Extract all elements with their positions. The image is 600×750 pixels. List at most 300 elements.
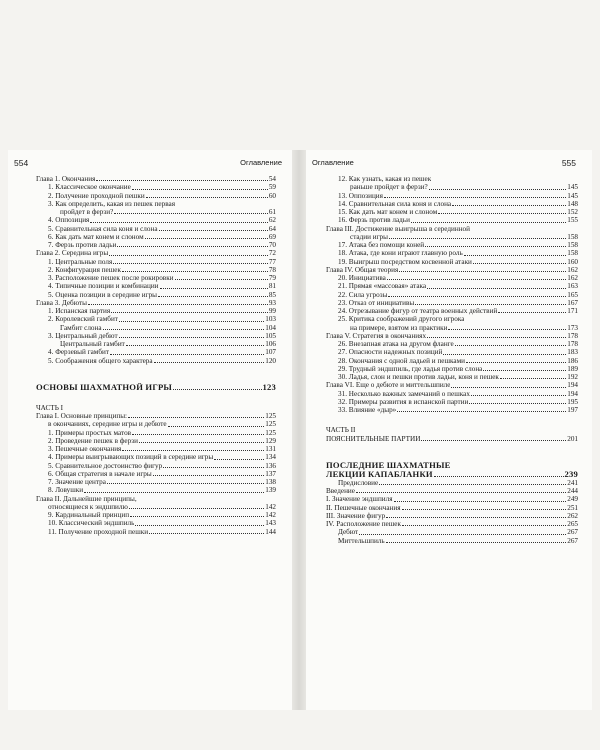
toc-entry-page: 201 — [567, 434, 578, 443]
toc-entry-title: 5. Сравнительная сила коня и слона — [48, 224, 158, 233]
toc-entry-title: Глава IV. Общая теория — [326, 265, 399, 274]
toc-entry-title: 5. Сравнительное достоинство фигур — [48, 461, 163, 470]
toc-entry — [326, 216, 578, 224]
toc-entry — [326, 340, 578, 348]
toc-entry — [36, 445, 276, 453]
spacer — [36, 392, 276, 404]
toc-entry-page: 77 — [268, 257, 276, 266]
toc-entry-title: Глава I. Основные принципы: — [36, 412, 128, 420]
dot-leader — [427, 288, 566, 289]
toc-entry-page: 136 — [265, 461, 276, 470]
toc-entry-title: 3. Расположение пешек после рокировки — [48, 274, 174, 282]
dot-leader — [132, 189, 268, 190]
dot-leader — [359, 534, 566, 535]
dot-leader — [158, 296, 268, 297]
toc-entry-page: 163 — [567, 282, 578, 291]
toc-entry — [36, 225, 276, 233]
dot-leader — [402, 525, 566, 526]
toc-entry — [36, 429, 276, 437]
toc-entry — [326, 208, 578, 216]
toc-entry-title: в окончаниях, середине игры и дебюте — [48, 420, 167, 429]
toc-entry — [36, 324, 276, 332]
toc-entry-title: 17. Атака без помощи коней — [338, 241, 425, 249]
toc-entry — [36, 437, 276, 445]
toc-entry — [36, 348, 276, 356]
dot-leader — [103, 329, 265, 330]
toc-entry-title: 7. Значение центра — [48, 478, 106, 486]
toc-entry-title: 1. Примеры простых матов — [48, 428, 132, 437]
toc-entry — [36, 486, 276, 494]
dot-leader — [427, 337, 566, 338]
toc-entry-title: Центральный гамбит — [60, 340, 125, 348]
toc-entry-title: II. Пешечные окончания — [326, 503, 401, 512]
toc-entry-title: 9. Кардинальный принцип — [48, 511, 130, 519]
toc-entry-page: 64 — [268, 224, 276, 233]
dot-leader — [122, 450, 264, 451]
dot-leader — [455, 345, 567, 346]
dot-leader — [389, 238, 566, 239]
dot-leader — [438, 213, 566, 214]
toc-entry-title: 11. Получение проходной пешки — [48, 527, 149, 536]
toc-entry — [36, 478, 276, 486]
toc-entry-page: 85 — [268, 290, 276, 299]
toc-entry-page: 244 — [567, 487, 578, 495]
toc-entry — [326, 315, 578, 323]
toc-entry — [326, 291, 578, 299]
toc-entry — [36, 299, 276, 307]
toc-entry — [326, 357, 578, 365]
dot-leader — [163, 467, 264, 468]
toc-entry-title: 6. Общая стратегия в начале игры — [48, 469, 152, 478]
dot-leader — [149, 533, 264, 534]
dot-leader — [153, 475, 265, 476]
toc-entry — [326, 233, 578, 241]
toc-entry-title: 5. Соображения общего характера — [48, 356, 153, 365]
dot-leader — [111, 312, 268, 313]
dot-leader — [388, 296, 566, 297]
toc-entry-title: ПОСЛЕДНИЕ ШАХМАТНЫЕ — [326, 460, 451, 470]
toc-entry-title: 21. Прямая «массовая» атака — [338, 282, 427, 291]
toc-entry-title: ОСНОВЫ ШАХМАТНОЙ ИГРЫ — [36, 382, 173, 392]
toc-entry-title: пройдет в ферзи? — [60, 208, 114, 216]
toc-entry-title: 31. Несколько важных замечаний о пешках — [338, 389, 470, 398]
dot-leader — [119, 337, 265, 338]
toc-entry-page: 134 — [265, 453, 276, 462]
dot-leader — [175, 279, 268, 280]
dot-leader — [452, 205, 566, 206]
toc-entry-page: 59 — [268, 183, 276, 192]
toc-entry — [326, 282, 578, 290]
toc-entry-title: 15. Как дать мат конем и слоном — [338, 208, 438, 216]
toc-entry-page: 129 — [265, 436, 276, 445]
toc-entry-title: относящиеся к эндшпилю — [48, 502, 128, 511]
page-number: 555 — [561, 158, 576, 168]
toc-entry-title: 33. Влияние «дыр» — [338, 406, 397, 414]
toc-entry-title: 14. Сравнительная сила коня и слона — [338, 199, 452, 208]
toc-entry-title: Введение — [326, 487, 355, 495]
toc-entry-page: 171 — [567, 307, 578, 315]
toc-entry-title: 3. Пешечные окончания — [48, 445, 122, 453]
dot-leader — [443, 354, 566, 355]
toc-entry — [36, 315, 276, 323]
toc-entry-page: 123 — [262, 381, 276, 392]
toc-entry-page: 79 — [268, 274, 276, 282]
toc-entry — [326, 504, 578, 512]
toc-entry — [36, 258, 276, 266]
toc-entry-title: ЧАСТЬ II — [326, 426, 356, 435]
toc-entry — [36, 274, 276, 282]
toc-entry — [36, 519, 276, 527]
toc-entry — [36, 307, 276, 315]
toc-entry-title: 1. Испанская партия — [48, 307, 111, 315]
dot-leader — [394, 501, 567, 502]
dot-leader — [356, 492, 566, 493]
dot-leader — [466, 362, 566, 363]
toc-entry-title: 12. Как узнать, какая из пешек — [338, 175, 432, 183]
dot-leader — [145, 238, 268, 239]
toc-entry-page: 239 — [564, 468, 578, 479]
dot-leader — [500, 378, 566, 379]
toc-entry-page: 144 — [265, 527, 276, 536]
toc-entry-title: 3. Центральный дебют — [48, 331, 118, 340]
right-page-header — [306, 150, 592, 170]
dot-leader — [110, 354, 264, 355]
toc-entry-title: 5. Оценка позиции в середине игры — [48, 290, 157, 299]
toc-entry — [36, 291, 276, 299]
dot-leader — [173, 389, 261, 390]
toc-entry — [36, 200, 276, 208]
toc-entry — [36, 175, 276, 183]
dot-leader — [160, 288, 268, 289]
toc-entry-page: 99 — [268, 307, 276, 315]
toc-entry — [36, 470, 276, 478]
dot-leader — [132, 434, 264, 435]
toc-entry — [36, 412, 276, 420]
toc-entry — [326, 373, 578, 381]
dot-leader — [386, 542, 567, 543]
toc-entry-title: 7. Ферзь против ладьи — [48, 241, 117, 249]
toc-section-heading — [36, 383, 276, 392]
toc-entry — [36, 340, 276, 348]
toc-entry-title: ПОЯСНИТЕЛЬНЫЕ ПАРТИИ — [326, 434, 421, 443]
toc-entry-page: 145 — [567, 191, 578, 200]
toc-entry-title: 4. Типичные позиции и комбинации — [48, 282, 159, 291]
toc-entry-title: 20. Инициатива — [338, 274, 386, 282]
toc-entry — [36, 495, 276, 503]
dot-leader — [109, 255, 268, 256]
toc-entry-title: стадии игры — [350, 232, 388, 241]
dot-leader — [425, 246, 566, 247]
toc-entry — [36, 453, 276, 461]
toc-entry-title: Глава 3. Дебюты — [36, 298, 87, 307]
dot-leader — [429, 189, 567, 190]
toc-entry — [36, 357, 276, 365]
toc-entry — [326, 175, 578, 183]
toc-entry-page: 173 — [567, 323, 578, 332]
dot-leader — [146, 197, 268, 198]
dot-leader — [464, 255, 566, 256]
toc-entry-page: 137 — [265, 469, 276, 478]
dot-leader — [471, 395, 566, 396]
toc-entry-page: 142 — [265, 511, 276, 519]
toc-entry — [326, 225, 578, 233]
toc-entry-title: 6. Как дать мат конем и слоном — [48, 232, 144, 241]
toc-entry — [326, 528, 578, 536]
toc-entry-page: 197 — [567, 406, 578, 414]
toc-entry-title: 29. Трудный эндшпиль, где ладья против слона — [338, 364, 483, 373]
toc-entry-title: 30. Ладья, слон и пешки против ладьи, коня и пешек — [338, 373, 499, 381]
toc-entry-page: 267 — [567, 536, 578, 545]
toc-entry-page: 241 — [567, 478, 578, 487]
toc-entry-title: 26. Внезапная атака на другом фланге — [338, 340, 454, 348]
toc-entry-title: 19. Выигрыш посредством косвенной атаки — [338, 257, 472, 266]
toc-entry — [36, 183, 276, 191]
toc-entry — [326, 390, 578, 398]
toc-entry-page: 249 — [567, 495, 578, 504]
toc-entry-title: 2. Проведение пешек в ферзи — [48, 436, 138, 445]
toc-entry-page: 251 — [567, 503, 578, 512]
toc-entry-title: Глава V. Стратегия в окончаниях — [326, 331, 427, 340]
dot-leader — [168, 426, 265, 427]
toc-entry-page: 194 — [567, 381, 578, 390]
toc-entry-page: 62 — [268, 216, 276, 225]
toc-entry-title: 4. Оппозиция — [48, 216, 90, 225]
toc-entry — [36, 404, 276, 412]
toc-entry-title: 3. Как определить, какая из пешек первая — [48, 199, 175, 208]
toc-entry-page: 54 — [268, 175, 276, 183]
toc-entry-title: 4. Ферзевый гамбит — [48, 348, 109, 357]
toc-entry — [326, 479, 578, 487]
toc-entry-title: Предисловие — [338, 478, 379, 487]
toc-entry-page: 93 — [268, 298, 276, 307]
right-page — [306, 150, 592, 710]
dot-leader — [451, 387, 566, 388]
toc-entry — [326, 487, 578, 495]
dot-leader — [483, 370, 566, 371]
toc-entry-page: 160 — [567, 257, 578, 266]
toc-entry — [326, 266, 578, 274]
toc-entry-title: 2. Королевский гамбит — [48, 315, 118, 324]
toc-entry — [326, 348, 578, 356]
toc-entry-title: 8. Ловушки — [48, 486, 84, 495]
toc-entry-title: Гамбит слона — [60, 323, 102, 332]
toc-entry — [36, 233, 276, 241]
toc-entry — [326, 200, 578, 208]
page-number: 554 — [14, 158, 29, 168]
toc-entry-page: 162 — [567, 265, 578, 274]
toc-entry-title: 32. Примеры развития в испанской партии — [338, 397, 469, 406]
toc-section-heading — [326, 461, 578, 470]
toc-entry-page: 162 — [567, 274, 578, 282]
toc-entry — [36, 266, 276, 274]
toc-entry — [326, 258, 578, 266]
toc-entry-page: 183 — [567, 348, 578, 357]
toc-entry-page: 125 — [265, 412, 276, 420]
running-title: Оглавление — [240, 158, 282, 167]
toc-entry-title: 23. Отказ от инициативы — [338, 298, 415, 307]
toc-entry-title: 13. Оппозиция — [338, 191, 383, 200]
dot-leader — [379, 484, 566, 485]
toc-entry — [326, 365, 578, 373]
toc-entry-page: 120 — [265, 356, 276, 365]
toc-entry — [326, 299, 578, 307]
spacer — [36, 365, 276, 383]
toc-entry — [326, 381, 578, 389]
toc-entry-page: 60 — [268, 191, 276, 200]
toc-entry-page: 148 — [567, 199, 578, 208]
dot-leader — [387, 279, 566, 280]
toc-entry-page: 262 — [567, 511, 578, 520]
toc-entry-title: 4. Примеры выигрывающих позиций в середине игры — [48, 453, 214, 462]
toc-entry-page: 178 — [567, 340, 578, 348]
toc-entry — [326, 192, 578, 200]
toc-entry-page: 106 — [265, 340, 276, 348]
toc-entry-title: раньше пройдет в ферзи? — [350, 183, 428, 192]
toc-entry — [326, 520, 578, 528]
toc-entry-title: 24. Отрезывание фигур от театра военных действий — [338, 307, 498, 315]
toc-entry — [36, 503, 276, 511]
toc-entry-page: 103 — [265, 315, 276, 324]
spacer — [326, 414, 578, 426]
dot-leader — [107, 483, 264, 484]
toc-entry — [326, 537, 578, 545]
toc-entry — [36, 332, 276, 340]
toc-entry — [326, 398, 578, 406]
table-of-contents-right — [326, 175, 578, 545]
toc-entry-title: Дебют — [338, 528, 359, 537]
toc-entry-page: 107 — [265, 348, 276, 357]
toc-entry-title: Глава III. Достижение выигрыша в серединной — [326, 224, 470, 233]
toc-entry-page: 186 — [567, 356, 578, 365]
toc-entry-title: ЛЕКЦИИ КАПАБЛАНКИ — [326, 469, 433, 479]
toc-entry-page: 155 — [567, 216, 578, 225]
toc-entry-title: Глава 2. Середина игры — [36, 249, 109, 258]
toc-entry-title: Глава VI. Еще о дебюте и миттельшпиле — [326, 381, 451, 390]
toc-entry-page: 142 — [265, 502, 276, 511]
toc-entry-title: Глава 1. Окончания — [36, 175, 96, 183]
toc-entry-page: 265 — [567, 520, 578, 528]
dot-leader — [397, 411, 566, 412]
toc-entry — [36, 511, 276, 519]
toc-entry — [36, 462, 276, 470]
book-gutter — [292, 150, 306, 710]
toc-entry-page: 158 — [567, 249, 578, 258]
toc-entry-title: 2. Получение проходной пешки — [48, 191, 145, 200]
dot-leader — [129, 508, 264, 509]
dot-leader — [159, 230, 268, 231]
dot-leader — [122, 271, 268, 272]
dot-leader — [135, 525, 264, 526]
running-title: Оглавление — [312, 158, 354, 167]
dot-leader — [498, 312, 566, 313]
toc-entry — [326, 332, 578, 340]
toc-entry-page: 194 — [567, 389, 578, 398]
toc-entry-title: IV. Расположение пешек — [326, 520, 401, 528]
dot-leader — [88, 304, 268, 305]
dot-leader — [96, 180, 267, 181]
dot-leader — [434, 476, 564, 477]
toc-entry — [326, 307, 578, 315]
toc-entry-page: 167 — [567, 298, 578, 307]
toc-entry — [326, 495, 578, 503]
toc-entry-page: 125 — [265, 428, 276, 437]
toc-entry-title: 18. Атака, где кони играют главную роль — [338, 249, 463, 258]
dot-leader — [113, 263, 268, 264]
toc-entry-title: 25. Критика соображений другого игрока — [338, 315, 465, 324]
toc-entry-title: 22. Сила угрозы — [338, 290, 388, 299]
toc-entry-title: ЧАСТЬ I — [36, 403, 64, 412]
dot-leader — [399, 271, 566, 272]
toc-entry-page: 267 — [567, 528, 578, 537]
toc-section-heading — [326, 470, 578, 479]
toc-entry-page: 125 — [265, 420, 276, 429]
toc-entry-title: 16. Ферзь против ладьи — [338, 216, 410, 225]
toc-entry-page: 195 — [567, 397, 578, 406]
toc-entry-page: 70 — [268, 241, 276, 249]
dot-leader — [402, 509, 567, 510]
toc-entry-page: 72 — [268, 249, 276, 258]
toc-entry-title: 10. Классический эндшпиль — [48, 519, 135, 528]
toc-entry — [326, 324, 578, 332]
toc-entry — [326, 183, 578, 191]
left-page — [8, 150, 292, 710]
dot-leader — [384, 197, 566, 198]
toc-entry — [36, 208, 276, 216]
toc-entry-page: 81 — [268, 282, 276, 291]
toc-entry-page: 138 — [265, 478, 276, 486]
toc-entry-page: 139 — [265, 486, 276, 495]
toc-entry-page: 158 — [567, 241, 578, 249]
toc-entry — [326, 512, 578, 520]
dot-leader — [119, 321, 264, 322]
dot-leader — [421, 440, 566, 441]
toc-entry — [36, 241, 276, 249]
toc-entry — [326, 435, 578, 443]
toc-entry-page: 105 — [265, 331, 276, 340]
toc-entry — [326, 274, 578, 282]
toc-entry-page: 104 — [265, 323, 276, 332]
toc-entry-page: 152 — [567, 208, 578, 216]
toc-entry — [326, 249, 578, 257]
toc-entry — [326, 426, 578, 434]
toc-entry — [36, 216, 276, 224]
dot-leader — [214, 459, 264, 460]
toc-entry-title: I. Значение эндшпиля — [326, 495, 393, 504]
toc-entry-page: 145 — [567, 183, 578, 192]
toc-entry-page: 131 — [265, 445, 276, 453]
dot-leader — [117, 246, 267, 247]
toc-entry-title: Глава II. Дальнейшие принципы, — [36, 494, 137, 503]
toc-entry-title: на примере, взятом из практики — [350, 323, 448, 332]
toc-entry-title: 1. Классическое окончание — [48, 183, 131, 192]
toc-entry — [36, 282, 276, 290]
dot-leader — [126, 345, 264, 346]
toc-entry-page: 189 — [567, 364, 578, 373]
toc-entry-page: 61 — [268, 208, 276, 216]
dot-leader — [90, 222, 267, 223]
dot-leader — [84, 492, 264, 493]
spacer — [326, 443, 578, 461]
toc-entry-title: III. Значение фигур — [326, 511, 386, 520]
toc-entry-title: Миттельшпиль — [338, 536, 385, 545]
toc-entry — [326, 406, 578, 414]
toc-entry-page: 158 — [567, 232, 578, 241]
dot-leader — [130, 516, 264, 517]
toc-entry — [36, 249, 276, 257]
toc-entry-page: 192 — [567, 373, 578, 381]
dot-leader — [114, 213, 268, 214]
dot-leader — [415, 304, 566, 305]
